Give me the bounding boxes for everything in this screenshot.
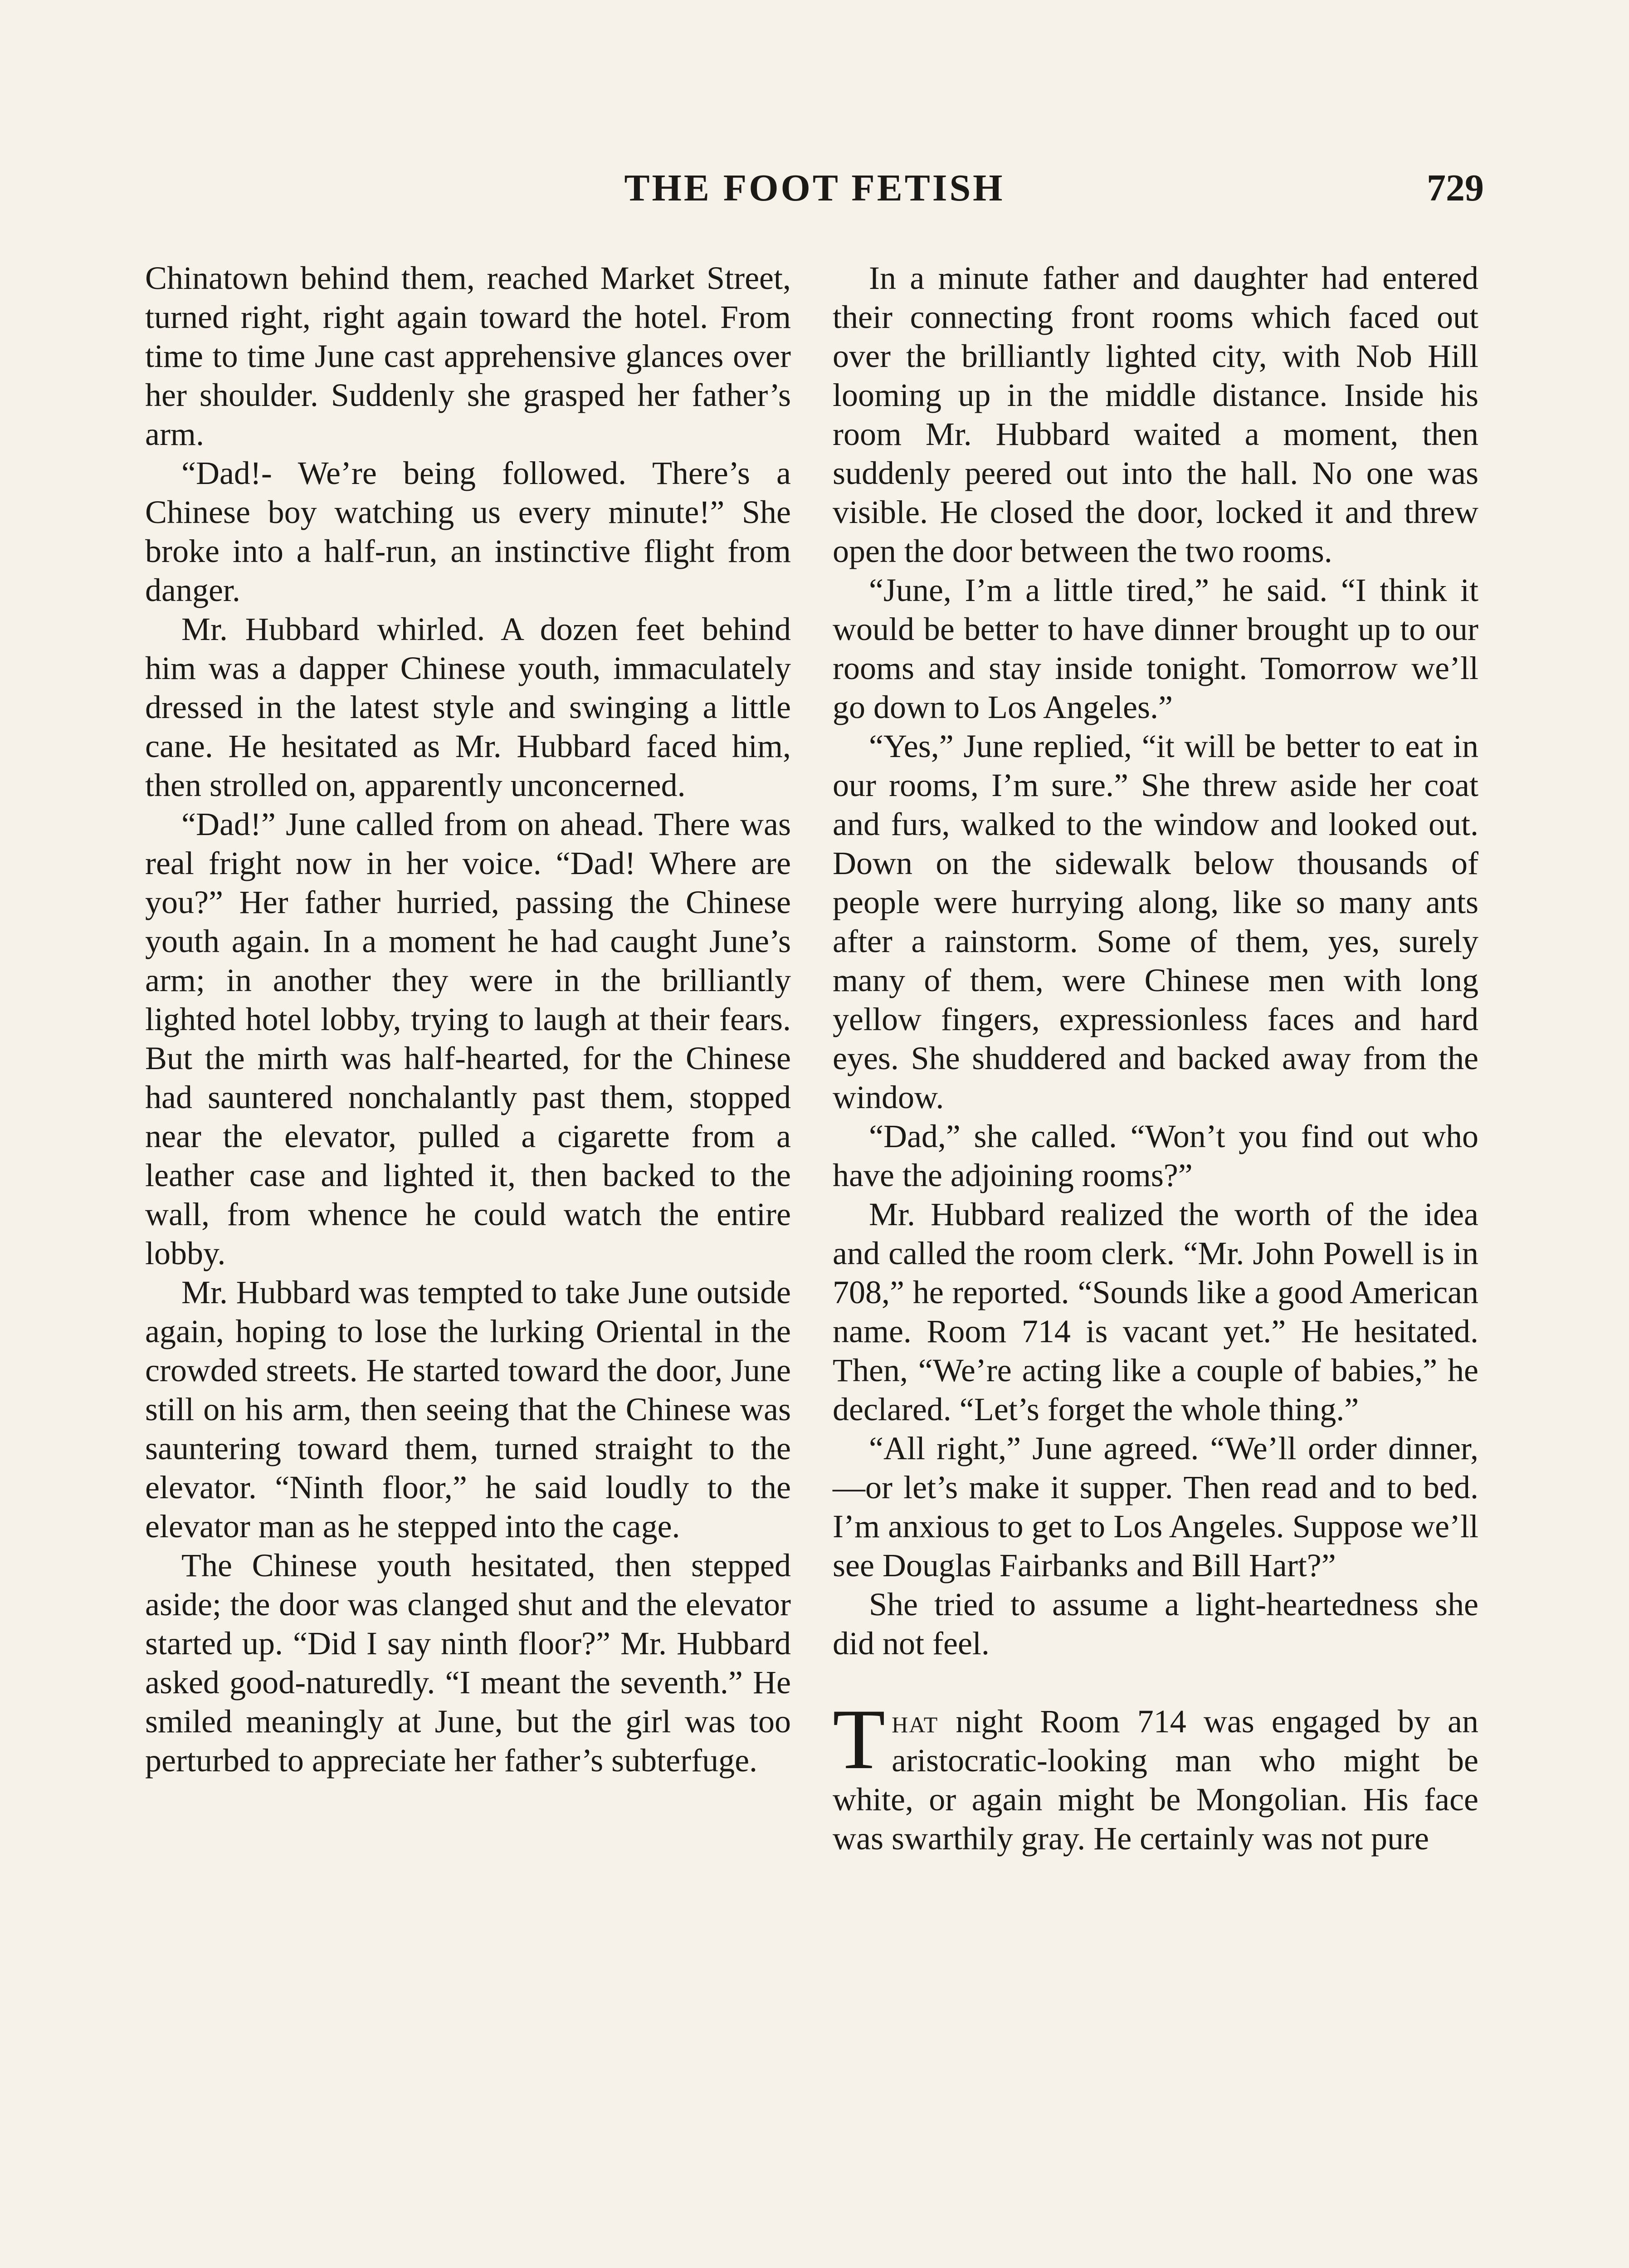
- paragraph: “Dad,” she called. “Won’t you find out who have the adjoining rooms?”: [833, 1118, 1478, 1193]
- paragraph: Chinatown behind them, reached Market Street, turned right, right again toward the hotel. From time to time June cast apprehensive glances over her shoulder. Suddenly she grasped her father’s arm.: [145, 260, 791, 452]
- paragraph: “Yes,” June replied, “it will be better to eat in our rooms, I’m sure.” She threw aside her coat and furs, walked to the window and looked out. Down on the sidewalk below thousands of people were hurrying along, like so many ants after a rainstorm. Some of them, yes, surely many of them, were Chinese men with long yellow fingers, expressionless faces and hard eyes. She shuddered and backed away from the window.: [833, 728, 1478, 1115]
- section-break: [833, 1663, 1478, 1702]
- left-column: [145, 259, 791, 1780]
- paragraph: “June, I’m a little tired,” he said. “I think it would be better to have dinner brought up to our rooms and stay inside tonight. Tomorrow we’ll go down to Los Angeles.”: [833, 572, 1478, 725]
- paragraph: “All right,” June agreed. “We’ll order dinner,—or let’s make it supper. Then read and to bed. I’m anxious to get to Los Angeles. Suppose we’ll see Douglas Fairbanks and Bill Hart?”: [833, 1430, 1478, 1584]
- paragraph: She tried to assume a light-heartedness she did not feel.: [833, 1586, 1478, 1662]
- paragraph: “Dad!- We’re being followed. There’s a Chinese boy watching us every minute!” She broke into a half-run, an instinctive flight from danger.: [145, 455, 791, 608]
- paragraph: Mr. Hubbard realized the worth of the idea and called the room clerk. “Mr. John Powell is in 708,” he reported. “Sounds like a good American name. Room 714 is vacant yet.” He hesitated. Then, “We’re acting like a couple of babies,” he declared. “Let’s forget the whole thing.”: [833, 1196, 1478, 1427]
- paragraph: The Chinese youth hesitated, then stepped aside; the door was clanged shut and the elevator started up. “Did I say ninth floor?” Mr. Hubbard asked good-naturedly. “I meant the seventh.” He smiled meaningly at June, but the girl was too perturbed to appreciate her father’s subterfuge.: [145, 1547, 791, 1779]
- lead-in-small-caps: hat: [892, 1703, 939, 1740]
- running-header: [0, 163, 1629, 213]
- paragraph: Mr. Hubbard was tempted to take June outside again, hoping to lose the lurking Oriental in the crowded streets. He started toward the door, June still on his arm, then seeing that the Chinese was sauntering toward them, turned straight to the elevator. “Ninth floor,” he said loudly to the elevator man as he stepped into the cage.: [145, 1274, 791, 1545]
- paragraph: “Dad!” June called from on ahead. There was real fright now in her voice. “Dad! Where are you?” Her father hurried, passing the Chinese youth again. In a moment he had caught June’s arm; in another they were in the brilliantly lighted hotel lobby, trying to laugh at their fears. But the mirth was half-hearted, for the Chinese had sauntered nonchalantly past them, stopped near the elevator, pulled a cigarette from a leather case and lighted it, then backed to the wall, from whence he could watch the entire lobby.: [145, 806, 791, 1271]
- section-opening-paragraph: [833, 1692, 1478, 1858]
- paragraph: In a minute father and daughter had entered their connecting front rooms which faced out over the brilliantly lighted city, with Nob Hill looming up in the middle distance. Inside his room Mr. Hubbard waited a moment, then suddenly peered out into the hall. No one was visible. He closed the door, locked it and threw open the door between the two rooms.: [833, 260, 1478, 569]
- right-column: [833, 259, 1478, 1858]
- drop-cap: T: [833, 1692, 886, 1787]
- section-text: night Room 714 was engaged by an aristocratic-looking man who might be white, or again might be Mongolian. His face was swarthily gray. He certainly was not pure: [833, 1703, 1478, 1857]
- page-number: 729: [1427, 167, 1484, 209]
- running-title: THE FOOT FETISH: [624, 167, 1005, 209]
- paragraph: Mr. Hubbard whirled. A dozen feet behind him was a dapper Chinese youth, immaculately dressed in the latest style and swinging a little cane. He hesitated as Mr. Hubbard faced him, then strolled on, apparently unconcerned.: [145, 611, 791, 803]
